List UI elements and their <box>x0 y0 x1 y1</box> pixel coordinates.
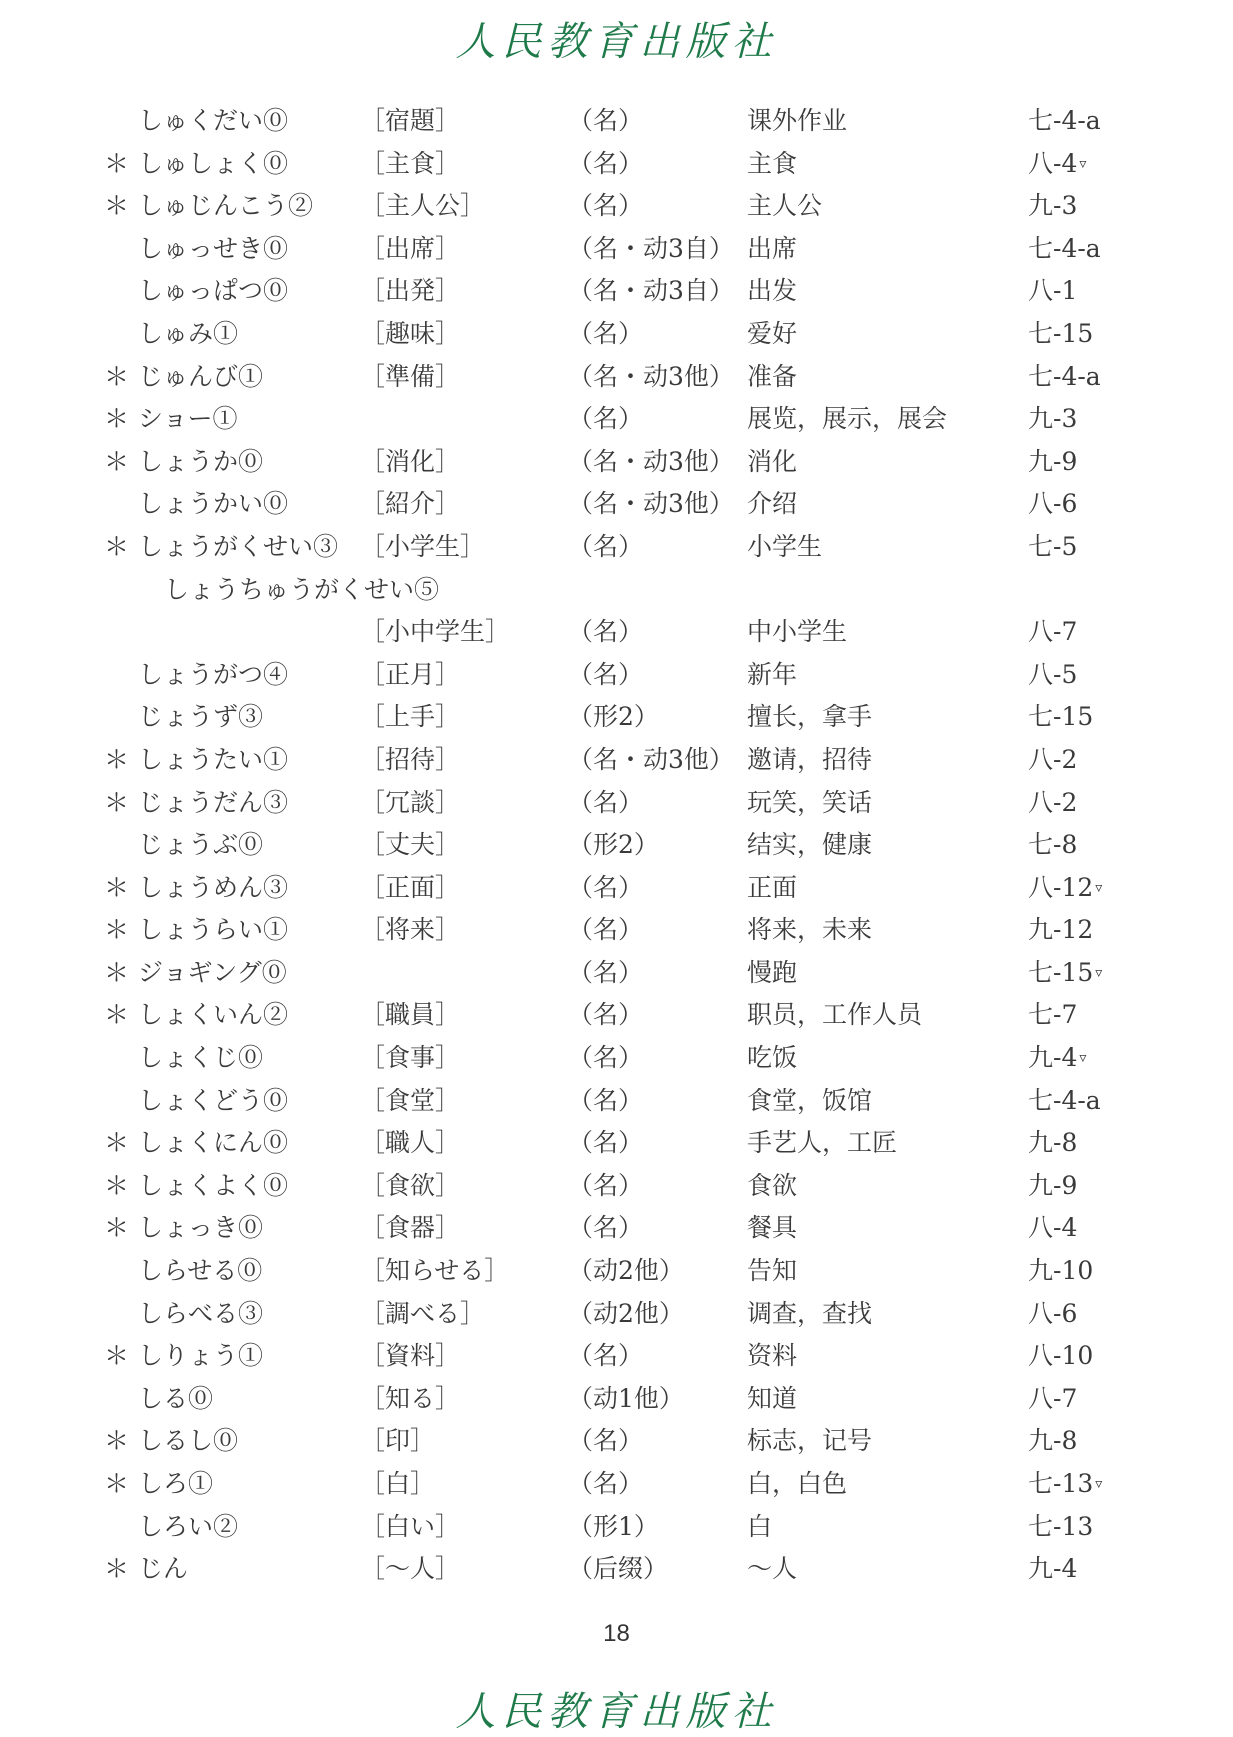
vocab-lesson: 九-9 <box>1028 446 1078 476</box>
vocab-meaning: 将来，未来 <box>747 915 873 945</box>
vocab-meaning: 餐具 <box>747 1213 798 1243</box>
vocab-part-of-speech: （动2他） <box>568 1256 684 1286</box>
vocab-part-of-speech: （名・动3他） <box>568 489 734 519</box>
vocab-meaning: 介绍 <box>747 489 798 519</box>
vocab-row <box>0 1463 1233 1506</box>
vocab-part-of-speech: （名） <box>568 1043 644 1073</box>
publisher-logo-header: 人民教育出版社 <box>455 19 778 65</box>
new-word-star: ＊ <box>104 446 130 476</box>
vocab-meaning: 小学生 <box>747 531 823 561</box>
vocab-kana: しゅっぱつ⓪ <box>138 276 289 306</box>
vocab-meaning: 消化 <box>747 446 798 476</box>
vocab-row <box>0 1548 1233 1591</box>
vocab-kana: しょうめん③ <box>138 872 289 902</box>
vocab-part-of-speech: （名） <box>568 1213 644 1243</box>
vocab-part-of-speech: （名） <box>568 1128 644 1158</box>
vocab-meaning: 慢跑 <box>747 957 798 987</box>
new-word-star: ＊ <box>104 1469 130 1498</box>
vocab-part-of-speech: （名） <box>568 106 644 135</box>
vocab-kanji: ［～人］ <box>360 1554 461 1584</box>
vocab-lesson: 九-8 <box>1028 1426 1078 1456</box>
vocab-kanji: ［資料］ <box>360 1341 461 1371</box>
vocab-kanji: ［主食］ <box>360 148 461 178</box>
vocab-meaning: 主食 <box>747 148 798 178</box>
vocab-row <box>0 994 1233 1037</box>
vocab-meaning: 主人公 <box>747 191 823 221</box>
vocab-kana: ジョギング⓪ <box>138 957 287 987</box>
vocab-row <box>0 483 1233 526</box>
vocab-kana: しょくよく⓪ <box>138 1170 289 1200</box>
new-word-star: ＊ <box>104 148 130 178</box>
vocab-row <box>0 1293 1233 1336</box>
vocab-meaning: 中小学生 <box>747 617 848 647</box>
vocab-kanji: ［食堂］ <box>360 1085 461 1115</box>
vocab-kana: しゅじんこう② <box>138 191 314 221</box>
vocab-kana: しるし⓪ <box>138 1426 239 1456</box>
vocab-meaning: 准备 <box>747 361 798 391</box>
vocab-part-of-speech: （名） <box>568 1000 644 1030</box>
vocab-lesson: 七-4-a <box>1028 233 1101 263</box>
vocab-meaning: 展览，展示，展会 <box>747 404 948 434</box>
page-number: 18 <box>603 1620 630 1647</box>
vocab-row <box>0 909 1233 952</box>
vocab-kanji: ［小学生］ <box>360 531 486 561</box>
vocab-kanji: ［正面］ <box>360 872 461 902</box>
new-word-star: ＊ <box>104 1341 130 1371</box>
vocab-lesson: 七-7 <box>1028 1000 1078 1030</box>
vocab-kanji: ［白］ <box>360 1469 436 1498</box>
vocab-kanji: ［紹介］ <box>360 489 461 519</box>
vocab-lesson: 八-4 <box>1028 1213 1078 1243</box>
vocab-meaning: 擅长，拿手 <box>747 702 873 732</box>
vocab-kanji: ［食事］ <box>360 1043 461 1073</box>
vocab-part-of-speech: （后缀） <box>568 1554 669 1584</box>
new-word-star: ＊ <box>104 1554 130 1584</box>
vocab-meaning: 玩笑，笑话 <box>747 787 873 817</box>
vocab-lesson-text: 八-12 <box>1028 872 1094 902</box>
vocab-kana: しりょう① <box>138 1341 264 1371</box>
vocab-kanji: ［職人］ <box>360 1128 461 1158</box>
vocab-meaning: 资料 <box>747 1341 798 1371</box>
vocab-kana: しらせる⓪ <box>138 1256 263 1286</box>
vocab-row <box>0 654 1233 697</box>
vocab-kanji: ［趣味］ <box>360 318 461 348</box>
vocab-row <box>0 1335 1233 1378</box>
vocab-lesson: 八-6 <box>1028 1298 1078 1328</box>
vocab-meaning: 手艺人，工匠 <box>747 1128 898 1158</box>
vocab-lesson: 九-4 <box>1028 1554 1078 1584</box>
vocab-meaning: 新年 <box>747 659 798 689</box>
vocab-kanji: ［上手］ <box>360 702 461 732</box>
vocab-kanji: ［消化］ <box>360 446 461 476</box>
vocab-kana: しゅみ① <box>138 318 239 348</box>
vocab-lesson: 七-4-a <box>1028 106 1101 135</box>
vocab-part-of-speech: （名） <box>568 148 644 178</box>
vocab-kana: しょうらい① <box>138 915 289 945</box>
vocab-meaning: 出发 <box>747 276 798 306</box>
vocab-lesson-text: 七-15 <box>1028 957 1094 987</box>
vocab-part-of-speech: （名） <box>568 915 644 945</box>
vocab-row <box>0 1506 1233 1549</box>
vocab-meaning: 食欲 <box>747 1170 798 1200</box>
vocab-meaning: 职员，工作人员 <box>747 1000 923 1030</box>
vocab-lesson: 九-3 <box>1028 191 1078 221</box>
vocab-kanji: ［出席］ <box>360 233 461 263</box>
vocab-row <box>0 185 1233 228</box>
vocab-lesson: 八-10 <box>1028 1341 1094 1371</box>
vocab-row <box>0 270 1233 313</box>
vocab-lesson: 九-10 <box>1028 1256 1094 1286</box>
vocab-kanji: ［食欲］ <box>360 1170 461 1200</box>
vocab-part-of-speech: （名） <box>568 404 644 434</box>
vocab-part-of-speech: （名・动3自） <box>568 233 734 263</box>
new-word-star: ＊ <box>104 191 130 221</box>
vocab-lesson: 九-3 <box>1028 404 1078 434</box>
vocab-kanji: ［正月］ <box>360 659 461 689</box>
vocab-kanji: ［知らせる］ <box>360 1256 510 1286</box>
vocab-kana: しゅしょく⓪ <box>138 148 289 178</box>
vocab-meaning: 出席 <box>747 233 798 263</box>
vocab-part-of-speech: （动1他） <box>568 1383 684 1413</box>
vocab-kana: しょくいん② <box>138 1000 289 1030</box>
vocab-meaning: 白，白色 <box>747 1469 848 1498</box>
vocab-lesson-text: 七-13 <box>1028 1469 1094 1498</box>
vocab-meaning: 调查，查找 <box>747 1298 873 1328</box>
vocab-kana: しょくじ⓪ <box>138 1043 264 1073</box>
vocab-row <box>0 313 1233 356</box>
vocab-kanji: ［小中学生］ <box>360 617 511 647</box>
vocab-kana: しょうかい⓪ <box>138 489 289 519</box>
vocab-meaning: 邀请，招待 <box>747 744 873 774</box>
new-word-star: ＊ <box>104 1170 130 1200</box>
vocab-part-of-speech: （名） <box>568 1469 644 1498</box>
new-word-star: ＊ <box>104 957 130 987</box>
new-word-star: ＊ <box>104 915 130 945</box>
vocab-lesson: 七-8 <box>1028 830 1078 860</box>
vocab-part-of-speech: （名） <box>568 659 644 689</box>
vocab-row <box>0 526 1233 569</box>
vocab-kana: じゅんび① <box>138 361 264 391</box>
vocab-kana: しょうちゅうがくせい⑤ <box>164 574 440 604</box>
vocab-kana: じん <box>138 1554 189 1584</box>
vocab-kana: じょうだん③ <box>138 787 289 817</box>
vocab-row <box>0 569 1233 612</box>
vocab-lesson: 八-1 <box>1028 276 1078 306</box>
vocab-row <box>0 1420 1233 1463</box>
vocab-lesson <box>1028 952 1102 995</box>
vocab-lesson <box>1028 867 1102 910</box>
vocab-part-of-speech: （形1） <box>568 1511 659 1541</box>
vocab-kana: しょうか⓪ <box>138 446 264 476</box>
review-mark-icon: ▿ <box>1095 964 1103 981</box>
vocab-row <box>0 441 1233 484</box>
vocab-kana: じょうず③ <box>138 702 264 732</box>
vocab-kana: しゅくだい⓪ <box>138 106 289 135</box>
vocab-kana: しょうがつ④ <box>138 659 289 689</box>
vocab-part-of-speech: （名・动3他） <box>568 744 734 774</box>
vocab-lesson <box>1028 143 1086 186</box>
vocab-meaning: 标志，记号 <box>747 1426 873 1456</box>
vocab-lesson: 七-15 <box>1028 702 1094 732</box>
vocab-lesson: 八-7 <box>1028 617 1078 647</box>
vocab-lesson: 九-9 <box>1028 1170 1078 1200</box>
vocab-lesson: 八-2 <box>1028 787 1078 817</box>
vocab-row <box>0 1378 1233 1421</box>
vocab-lesson: 八-6 <box>1028 489 1078 519</box>
vocab-meaning: 吃饭 <box>747 1043 798 1073</box>
vocab-row <box>0 696 1233 739</box>
vocab-row <box>0 611 1233 654</box>
vocab-kanji: ［宿題］ <box>360 106 461 135</box>
vocab-kanji: ［職員］ <box>360 1000 461 1030</box>
vocab-kana: しろい② <box>138 1511 239 1541</box>
vocab-kanji: ［印］ <box>360 1426 436 1456</box>
vocab-row <box>0 1250 1233 1293</box>
vocab-part-of-speech: （名・动3自） <box>568 276 734 306</box>
vocab-lesson <box>1028 1463 1102 1506</box>
vocab-meaning: 正面 <box>747 872 798 902</box>
vocab-row <box>0 100 1233 143</box>
vocab-part-of-speech: （名） <box>568 617 644 647</box>
new-word-star: ＊ <box>104 361 130 391</box>
vocab-kana: しょうがくせい③ <box>138 531 339 561</box>
vocab-kanji: ［将来］ <box>360 915 461 945</box>
vocab-row <box>0 398 1233 441</box>
vocab-lesson: 七-5 <box>1028 531 1078 561</box>
vocab-part-of-speech: （名） <box>568 872 644 902</box>
vocab-row <box>0 782 1233 825</box>
new-word-star: ＊ <box>104 1213 130 1243</box>
vocab-row <box>0 143 1233 186</box>
vocab-kanji: ［丈夫］ <box>360 830 461 860</box>
vocab-part-of-speech: （形2） <box>568 830 659 860</box>
new-word-star: ＊ <box>104 872 130 902</box>
vocab-kanji: ［調べる］ <box>360 1298 486 1328</box>
vocab-meaning: 知道 <box>747 1383 798 1413</box>
review-mark-icon: ▿ <box>1079 155 1087 172</box>
vocab-meaning: 告知 <box>747 1256 798 1286</box>
vocab-row <box>0 1037 1233 1080</box>
vocab-kanji: ［主人公］ <box>360 191 486 221</box>
vocab-part-of-speech: （名） <box>568 1426 644 1456</box>
vocab-kana: ショー① <box>138 404 238 434</box>
vocab-meaning: 白 <box>747 1511 773 1541</box>
review-mark-icon: ▿ <box>1079 1050 1087 1067</box>
review-mark-icon: ▿ <box>1095 1476 1103 1492</box>
vocab-meaning: 爱好 <box>747 318 798 348</box>
vocab-kana: しょくにん⓪ <box>138 1128 289 1158</box>
vocab-kanji: ［冗談］ <box>360 787 461 817</box>
vocab-part-of-speech: （名） <box>568 1170 644 1200</box>
vocab-row <box>0 739 1233 782</box>
vocab-lesson: 七-4-a <box>1028 1085 1101 1115</box>
vocab-kanji: ［準備］ <box>360 361 461 391</box>
vocab-meaning: 食堂，饭馆 <box>747 1085 873 1115</box>
vocab-meaning: ～人 <box>747 1554 798 1584</box>
vocabulary-list <box>0 100 1233 1591</box>
new-word-star: ＊ <box>104 1128 130 1158</box>
vocab-row <box>0 1165 1233 1208</box>
vocab-row <box>0 1122 1233 1165</box>
review-mark-icon: ▿ <box>1095 879 1103 896</box>
vocab-lesson: 七-4-a <box>1028 361 1101 391</box>
vocab-row <box>0 1080 1233 1123</box>
vocab-lesson: 八-5 <box>1028 659 1078 689</box>
vocab-row <box>0 1207 1233 1250</box>
vocab-part-of-speech: （动2他） <box>568 1298 684 1328</box>
vocab-kana: しょっき⓪ <box>138 1213 264 1243</box>
vocab-row <box>0 228 1233 271</box>
vocab-lesson: 九-12 <box>1028 915 1094 945</box>
vocab-kana: しる⓪ <box>138 1383 214 1413</box>
vocab-row <box>0 356 1233 399</box>
new-word-star: ＊ <box>104 531 130 561</box>
vocab-kanji: ［招待］ <box>360 744 461 774</box>
vocab-meaning: 结实，健康 <box>747 830 873 860</box>
new-word-star: ＊ <box>104 787 130 817</box>
vocab-kana: しょうたい① <box>138 744 289 774</box>
vocab-part-of-speech: （名） <box>568 1085 644 1115</box>
vocab-lesson: 七-15 <box>1028 318 1094 348</box>
vocab-kana: しょくどう⓪ <box>138 1085 289 1115</box>
vocab-lesson-text: 九-4 <box>1028 1043 1078 1073</box>
vocab-part-of-speech: （名） <box>568 191 644 221</box>
vocab-meaning: 课外作业 <box>747 106 848 135</box>
new-word-star: ＊ <box>104 1426 130 1456</box>
vocab-lesson: 八-7 <box>1028 1383 1078 1413</box>
vocab-row <box>0 867 1233 910</box>
new-word-star: ＊ <box>104 1000 130 1030</box>
publisher-logo-footer: 人民教育出版社 <box>455 1689 778 1735</box>
vocab-lesson: 八-2 <box>1028 744 1078 774</box>
vocab-kanji: ［食器］ <box>360 1213 461 1243</box>
vocab-kanji: ［白い］ <box>360 1511 461 1541</box>
vocab-part-of-speech: （名） <box>568 957 644 987</box>
vocab-part-of-speech: （名） <box>568 531 644 561</box>
vocab-part-of-speech: （名・动3他） <box>568 361 734 391</box>
vocab-kana: しらべる③ <box>138 1298 264 1328</box>
vocab-row <box>0 952 1233 995</box>
vocab-part-of-speech: （名） <box>568 787 644 817</box>
vocab-part-of-speech: （名） <box>568 1341 644 1371</box>
new-word-star: ＊ <box>104 404 130 434</box>
vocab-lesson-text: 八-4 <box>1028 148 1078 178</box>
vocab-kana: じょうぶ⓪ <box>138 830 264 860</box>
new-word-star: ＊ <box>104 744 130 774</box>
vocab-kana: しろ① <box>138 1469 214 1498</box>
vocab-lesson: 七-13 <box>1028 1511 1094 1541</box>
vocab-kana: しゅっせき⓪ <box>138 233 289 263</box>
vocab-part-of-speech: （形2） <box>568 702 659 732</box>
vocab-kanji: ［出発］ <box>360 276 461 306</box>
vocab-lesson: 九-8 <box>1028 1128 1078 1158</box>
vocab-kanji: ［知る］ <box>360 1383 461 1413</box>
vocab-part-of-speech: （名） <box>568 318 644 348</box>
vocab-lesson <box>1028 1037 1086 1080</box>
vocab-part-of-speech: （名・动3他） <box>568 446 734 476</box>
vocab-row <box>0 824 1233 867</box>
